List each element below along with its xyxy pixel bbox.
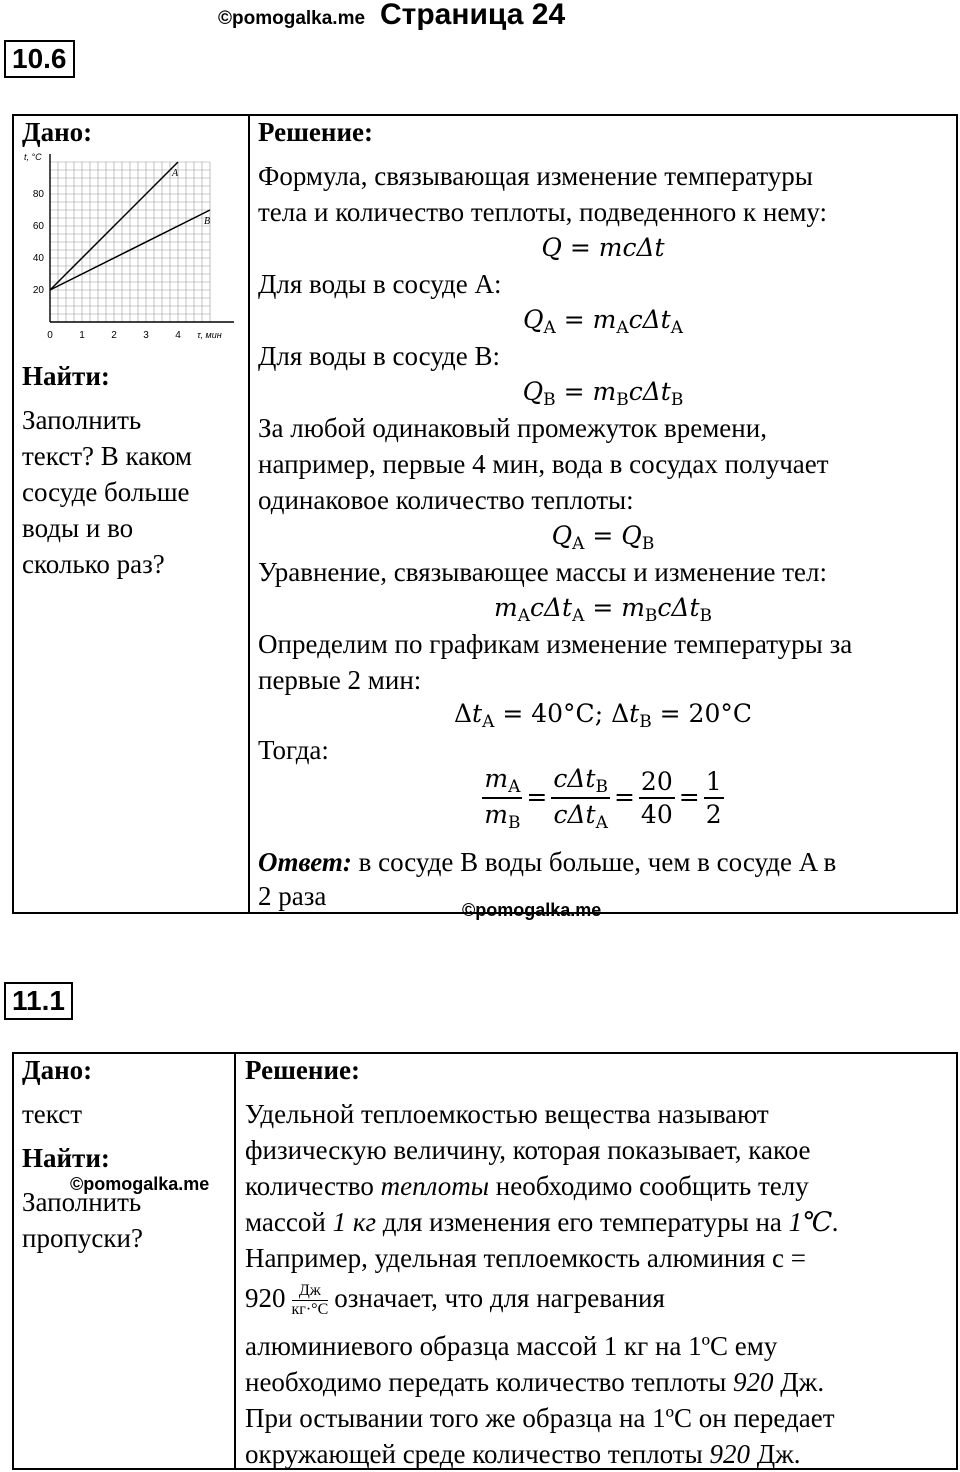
solution2-line-7: алюминиевого образца массой 1 кг на 1ºC ему [245, 1331, 778, 1361]
column-divider [248, 114, 250, 914]
find-line-4: воды и во [22, 513, 134, 543]
temperature-graph [20, 150, 240, 350]
graph-axes [24, 152, 234, 341]
footer-watermark: ©pomogalka.me [462, 900, 602, 920]
formula-qa-eq-qb: $Q_A = Q_B$ [551, 521, 655, 554]
formula-ratio: $\frac{m_A}{m_B}$ = $\frac{c\Delta t_B}{c\Delta t_A}$ = $\frac{20}{40}$ = $\frac{1}{2}$ [484, 764, 722, 833]
find-line-2: текст? В каком [22, 441, 193, 471]
formula-qb: $Q_B = m_Bc\Delta t_B$ [522, 377, 684, 410]
find-line-2-1: Заполнить [22, 1187, 142, 1217]
task-number-11-1: 11.1 [4, 982, 73, 1020]
x-tick-label: 1 [79, 330, 85, 341]
solution-label-2: Решение: [245, 1055, 360, 1085]
series-label-b: B [204, 216, 211, 227]
frac-num-1: 20 [639, 767, 675, 799]
column-divider-2 [234, 1052, 236, 1470]
formula-qa: $Q_A = m_Ac\Delta t_A$ [522, 305, 683, 338]
find-label: Найти: [22, 361, 110, 391]
y-tick-label: 20 [32, 285, 44, 296]
x-tick-label: 2 [111, 330, 117, 341]
x-axis-label: τ, мин [197, 330, 222, 340]
find-label-2: Найти: [22, 1143, 110, 1173]
answer-line-1 [258, 844, 836, 880]
x-tick-label: 4 [175, 330, 181, 341]
solution2-line-4: массой 1 кг для изменения его температуры на 1℃. [245, 1207, 840, 1237]
solution-line-9: Определим по графикам изменение температуры за [258, 629, 853, 659]
given-label: Дано: [22, 117, 93, 147]
series-label-a: A [172, 168, 179, 179]
answer-line-2: 2 раза [258, 881, 327, 911]
solution2-line-5: Например, удельная теплоемкость алюминия с = [245, 1243, 806, 1273]
mid-watermark: ©pomogalka.me [70, 1174, 210, 1194]
solution2-line-10: окружающей среде количество теплоты 920 Дж. [245, 1439, 801, 1469]
unit-numerator: Дж [292, 1282, 329, 1301]
given-label-2: Дано: [22, 1055, 93, 1085]
solution-label: Решение: [258, 117, 373, 147]
graph-grid [50, 162, 210, 322]
solution2-line-3: количество теплоты необходимо сообщить телу [245, 1171, 809, 1201]
answer-label: Ответ: [258, 847, 352, 877]
solution2-line-8: необходимо передать количество теплоты 920 Дж. [245, 1367, 825, 1397]
delta-tb-value: 20°C [688, 699, 752, 728]
solution-line-4: Для воды в сосуде B: [258, 341, 501, 371]
solution2-line-6: 920 $\frac{Дж}{кг\cdot^\circ C}$ означает, что для нагревания [245, 1282, 665, 1319]
solution-line-10: первые 2 мин: [258, 665, 422, 695]
task-number-10-6: 10.6 [4, 40, 75, 78]
delta-ta-value: 40°C [531, 699, 595, 728]
frac-num-2: 1 [704, 767, 724, 799]
formula-mass-equation: $m_Ac\Delta t_A = m_Bc\Delta t_B$ [493, 593, 713, 626]
x-tick-label: 0 [47, 330, 53, 341]
frac-den-1: 40 [640, 800, 673, 829]
find-line-1: Заполнить [22, 405, 142, 435]
solution-line-2: тела и количество теплоты, подведенного к нему: [258, 197, 828, 227]
solution-line-7: одинаковое количество теплоты: [258, 485, 634, 515]
find-line-5: сколько раз? [22, 549, 165, 579]
frac-den-2: 2 [705, 800, 722, 829]
solution-line-1: Формула, связывающая изменение температуры [258, 161, 813, 191]
solution-line-3: Для воды в сосуде A: [258, 269, 502, 299]
solution-line-6: например, первые 4 мин, вода в сосудах получает [258, 449, 829, 479]
solution-line-11: Тогда: [258, 735, 329, 765]
x-tick-label: 3 [143, 330, 149, 341]
y-axis-label: t, °C [24, 152, 42, 162]
solution-line-8: Уравнение, связывающее массы и изменение тел: [258, 557, 828, 587]
formula-q-mc-dt: Q = mcΔt [541, 233, 665, 262]
solution-line-5: За любой одинаковый промежуток времени, [258, 413, 767, 443]
find-line-3: сосуде больше [22, 477, 190, 507]
page-title: Страница 24 [380, 0, 566, 31]
unit-denominator: кг·°C [291, 1301, 329, 1319]
formula-deltas: $\Delta t_A = 40^\circ C$; $\Delta t_B = 20^\circ C$ [453, 699, 752, 732]
find-line-2-2: пропуски? [22, 1223, 143, 1253]
solution2-line-1: Удельной теплоемкостью вещества называют [245, 1099, 769, 1129]
y-tick-label: 40 [32, 253, 44, 264]
y-tick-label: 60 [32, 221, 44, 232]
header-watermark: ©pomogalka.me [218, 8, 366, 29]
y-tick-label: 80 [32, 189, 44, 200]
given-text-2: текст [22, 1099, 83, 1129]
answer-text: в сосуде B воды больше, чем в сосуде A в [351, 847, 837, 877]
solution2-line-9: При остывании того же образца на 1ºC он передает [245, 1403, 835, 1433]
solution2-line-2: физическую величину, которая показывает, какое [245, 1135, 811, 1165]
